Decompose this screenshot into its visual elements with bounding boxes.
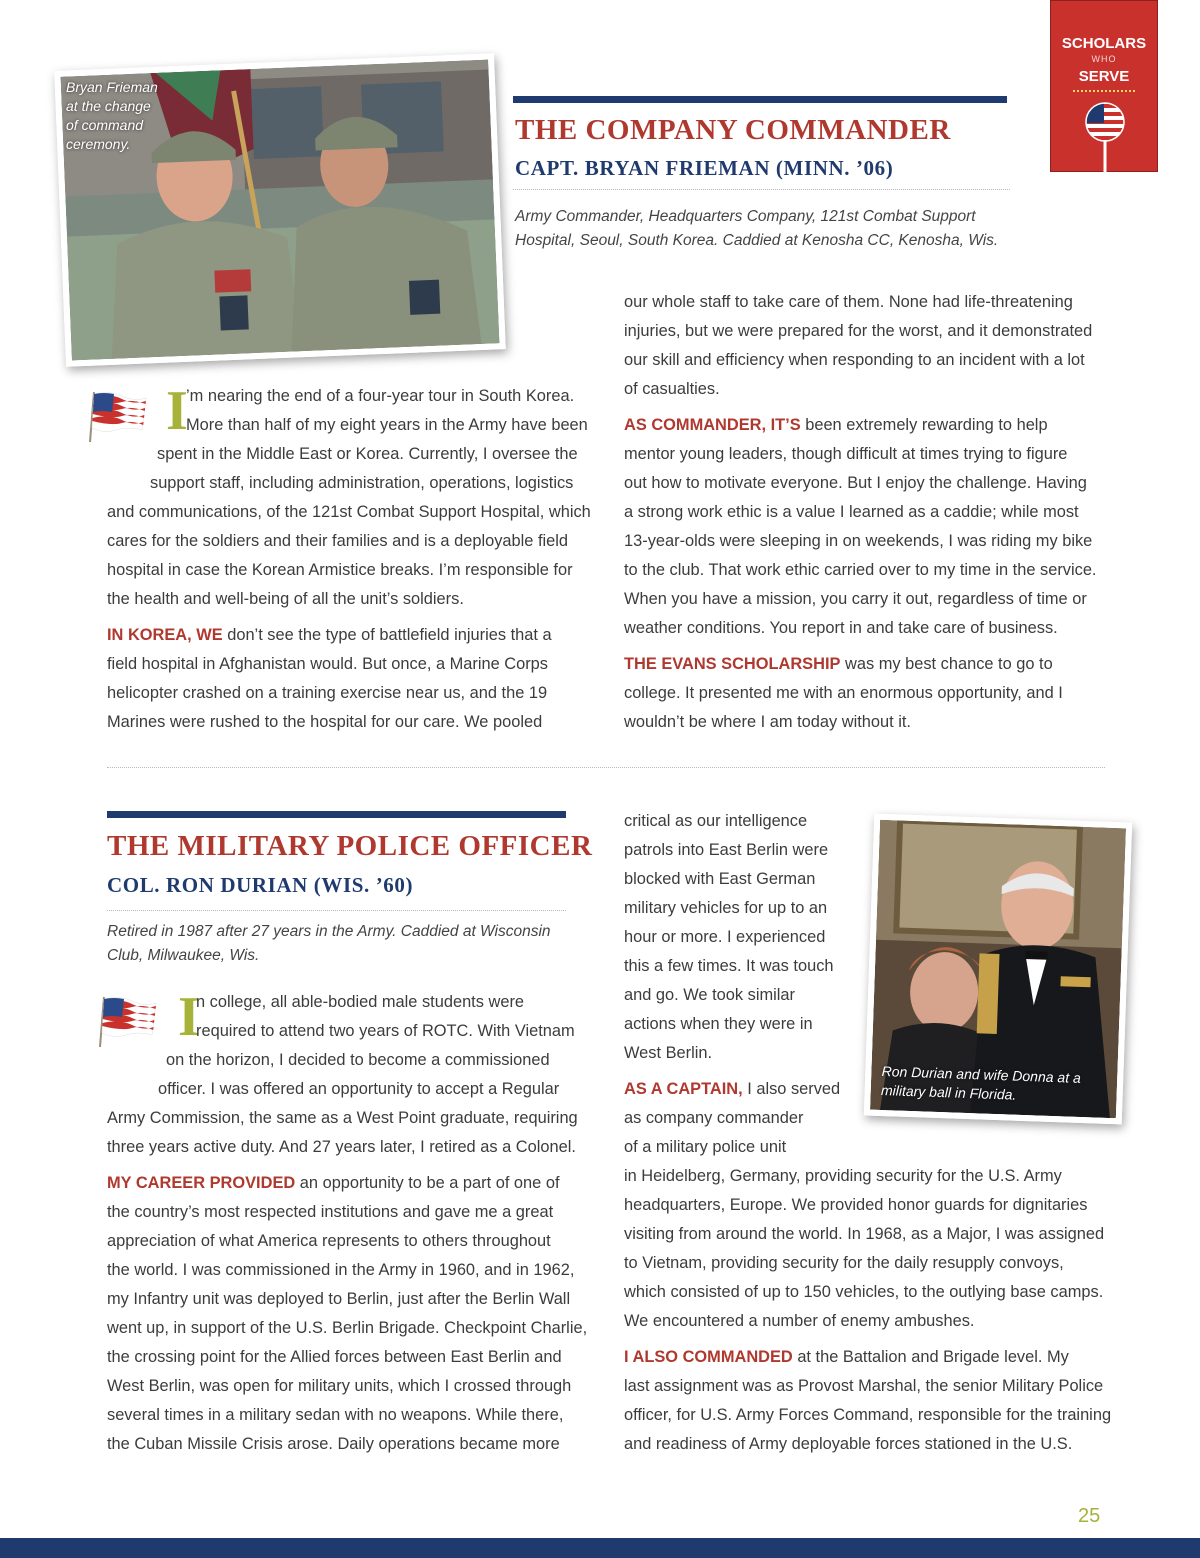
text-line: the country’s most respected institutions and gave me a great (107, 1203, 554, 1221)
text-line: blocked with East German (624, 870, 816, 888)
text-line: ’m nearing the end of a four-year tour in South Korea. (186, 387, 575, 405)
text-line: officer, for U.S. Army Forces Command, responsible for the training (624, 1406, 1112, 1424)
text-line: AS COMMANDER, IT’S been extremely rewarding to help (624, 416, 1048, 434)
badge-line3: SERVE (1078, 68, 1130, 85)
text-line: spent in the Middle East or Korea. Currently, I oversee the (157, 445, 578, 463)
lead-in: MY CAREER PROVIDED (107, 1174, 296, 1192)
text-line: wouldn’t be where I am today without it. (624, 713, 911, 731)
text-line: our skill and efficiency when responding to an incident with a lot (624, 351, 1085, 369)
text-line: critical as our intelligence (624, 812, 808, 830)
text-line: this a few times. It was touch (624, 957, 834, 975)
text-line: West Berlin. (624, 1044, 713, 1062)
text-line: required to attend two years of ROTC. With Vietnam (196, 1022, 575, 1040)
text-line: When you have a mission, you carry it out, regardless of time or (624, 590, 1087, 608)
text-line: three years active duty. And 27 years later, I retired as a Colonel. (107, 1138, 576, 1156)
badge-dots (1073, 90, 1135, 92)
footer-bar (0, 1538, 1200, 1558)
badge-line2: WHO (1091, 54, 1117, 64)
text-line: Army Commission, the same as a West Point graduate, requiring (107, 1109, 578, 1127)
section2-divider (107, 910, 566, 911)
text-line: on the horizon, I decided to become a commissioned (166, 1051, 550, 1069)
lead-in: IN KOREA, WE (107, 626, 223, 644)
page-number: 25 (1078, 1505, 1101, 1527)
text-line: the health and well-being of all the unit’s soldiers. (107, 590, 464, 608)
text-line: IN KOREA, WE don’t see the type of battlefield injuries that a (107, 626, 552, 644)
text-line: a strong work ethic is a value I learned as a caddie; while most (624, 503, 1079, 521)
text-line: n college, all able-bodied male students were (196, 993, 525, 1011)
text-line: actions when they were in (624, 1015, 813, 1033)
badge-line1: SCHOLARS (1061, 35, 1147, 52)
text-line: hospital in case the Korean Armistice breaks. I’m responsible for (107, 561, 573, 579)
text-line: of a military police unit (624, 1138, 787, 1156)
durian-photo-caption: Ron Durian and wife Donna at a military ball in Florida. (880, 1062, 1082, 1103)
text-line: MY CAREER PROVIDED an opportunity to be a part of one of (107, 1174, 560, 1192)
text-line: We encountered a number of enemy ambushes. (624, 1312, 975, 1330)
text-line: which consisted of up to 150 vehicles, to the outlying base camps. (624, 1283, 1104, 1301)
text-line: injuries, but we were prepared for the worst, and it demonstrated (624, 322, 1093, 340)
text-line: support staff, including administration, operations, logistics (150, 474, 574, 492)
text-line: of casualties. (624, 380, 720, 398)
text-line: in Heidelberg, Germany, providing security for the U.S. Army (624, 1167, 1062, 1185)
section1-subtitle: CAPT. BRYAN FRIEMAN (MINN. ’06) (515, 156, 894, 180)
text-line: hour or more. I experienced (624, 928, 826, 946)
text-line: the Cuban Missile Crisis arose. Daily operations became more (107, 1435, 560, 1453)
text-line: Marines were rushed to the hospital for our care. We pooled (107, 713, 543, 731)
flag-icon (88, 388, 148, 444)
text-line: patrols into East Berlin were (624, 841, 829, 859)
text-line: 13-year-olds were sleeping in on weekends, I was riding my bike (624, 532, 1093, 550)
text-line: West Berlin, was open for military units, which I crossed through (107, 1377, 572, 1395)
text-line: and communications, of the 121st Combat Support Hospital, which (107, 503, 591, 521)
section1-dropcap: I (166, 380, 188, 442)
text-line: weather conditions. You report in and take care of business. (624, 619, 1058, 637)
flag-lollipop-icon (1082, 101, 1128, 173)
text-line: and go. We took similar (624, 986, 795, 1004)
section2-top-rule (107, 811, 566, 818)
text-line: as company commander (624, 1109, 804, 1127)
section1-title: THE COMPANY COMMANDER (515, 114, 951, 146)
text-line: went up, in support of the U.S. Berlin Brigade. Checkpoint Charlie, (107, 1319, 588, 1337)
flag-icon (98, 993, 158, 1049)
text-line: out how to motivate everyone. But I enjoy the challenge. Having (624, 474, 1087, 492)
section-separator (107, 767, 1105, 768)
text-line: AS A CAPTAIN, I also served (624, 1080, 841, 1098)
frieman-photo-caption: Bryan Frieman at the change of command ceremony. (66, 79, 158, 152)
text-line: to Vietnam, providing security for the daily resupply convoys, (624, 1254, 1064, 1272)
text-line: visiting from around the world. In 1968, as a Major, I was assigned (624, 1225, 1105, 1243)
section2-dropcap: I (178, 986, 200, 1048)
section1-top-rule (513, 96, 1007, 103)
text-line: my Infantry unit was deployed to Berlin, just after the Berlin Wall (107, 1290, 571, 1308)
text-line: military vehicles for up to an (624, 899, 828, 917)
scholars-who-serve-badge (1050, 0, 1158, 172)
text-line: several times in a military sedan with no weapons. While there, (107, 1406, 564, 1424)
text-line: More than half of my eight years in the Army have been (186, 416, 588, 434)
text-line: college. It presented me with an enormous opportunity, and I (624, 684, 1063, 702)
text-line: I ALSO COMMANDED at the Battalion and Brigade level. My (624, 1348, 1069, 1366)
lead-in: AS COMMANDER, IT’S (624, 416, 801, 434)
lead-in: I ALSO COMMANDED (624, 1348, 793, 1366)
text-line: and readiness of Army deployable forces stationed in the U.S. (624, 1435, 1073, 1453)
section1-intro: Army Commander, Headquarters Company, 121st Combat Support Hospital, Seoul, South Korea. Caddied at Kenosha CC, Kenosha, Wis. (515, 208, 999, 249)
section1-divider (513, 189, 1010, 190)
text-line: our whole staff to take care of them. None had life-threatening (624, 293, 1073, 311)
text-line: field hospital in Afghanistan would. But once, a Marine Corps (107, 655, 548, 673)
text-line: appreciation of what America represents to others throughout (107, 1232, 551, 1250)
section2-intro: Retired in 1987 after 27 years in the Army. Caddied at Wisconsin Club, Milwaukee, Wis. (107, 923, 551, 964)
text-line: to the club. That work ethic carried over to my time in the service. (624, 561, 1097, 579)
text-line: THE EVANS SCHOLARSHIP was my best chance to go to (624, 655, 1053, 673)
text-line: cares for the soldiers and their families and is a deployable field (107, 532, 569, 550)
lead-in: AS A CAPTAIN, (624, 1080, 743, 1098)
text-line: the world. I was commissioned in the Army in 1960, and in 1962, (107, 1261, 575, 1279)
section2-subtitle: COL. RON DURIAN (WIS. ’60) (107, 873, 414, 897)
text-line: headquarters, Europe. We provided honor guards for dignitaries (624, 1196, 1088, 1214)
lead-in: THE EVANS SCHOLARSHIP (624, 655, 841, 673)
section2-title: THE MILITARY POLICE OFFICER (107, 830, 593, 862)
text-line: helicopter crashed on a training exercise near us, and the 19 (107, 684, 548, 702)
text-line: officer. I was offered an opportunity to accept a Regular (158, 1080, 560, 1098)
text-line: the crossing point for the Allied forces between East Berlin and (107, 1348, 562, 1366)
text-line: mentor young leaders, though difficult at times trying to figure (624, 445, 1068, 463)
text-line: last assignment was as Provost Marshal, the senior Military Police (624, 1377, 1104, 1395)
